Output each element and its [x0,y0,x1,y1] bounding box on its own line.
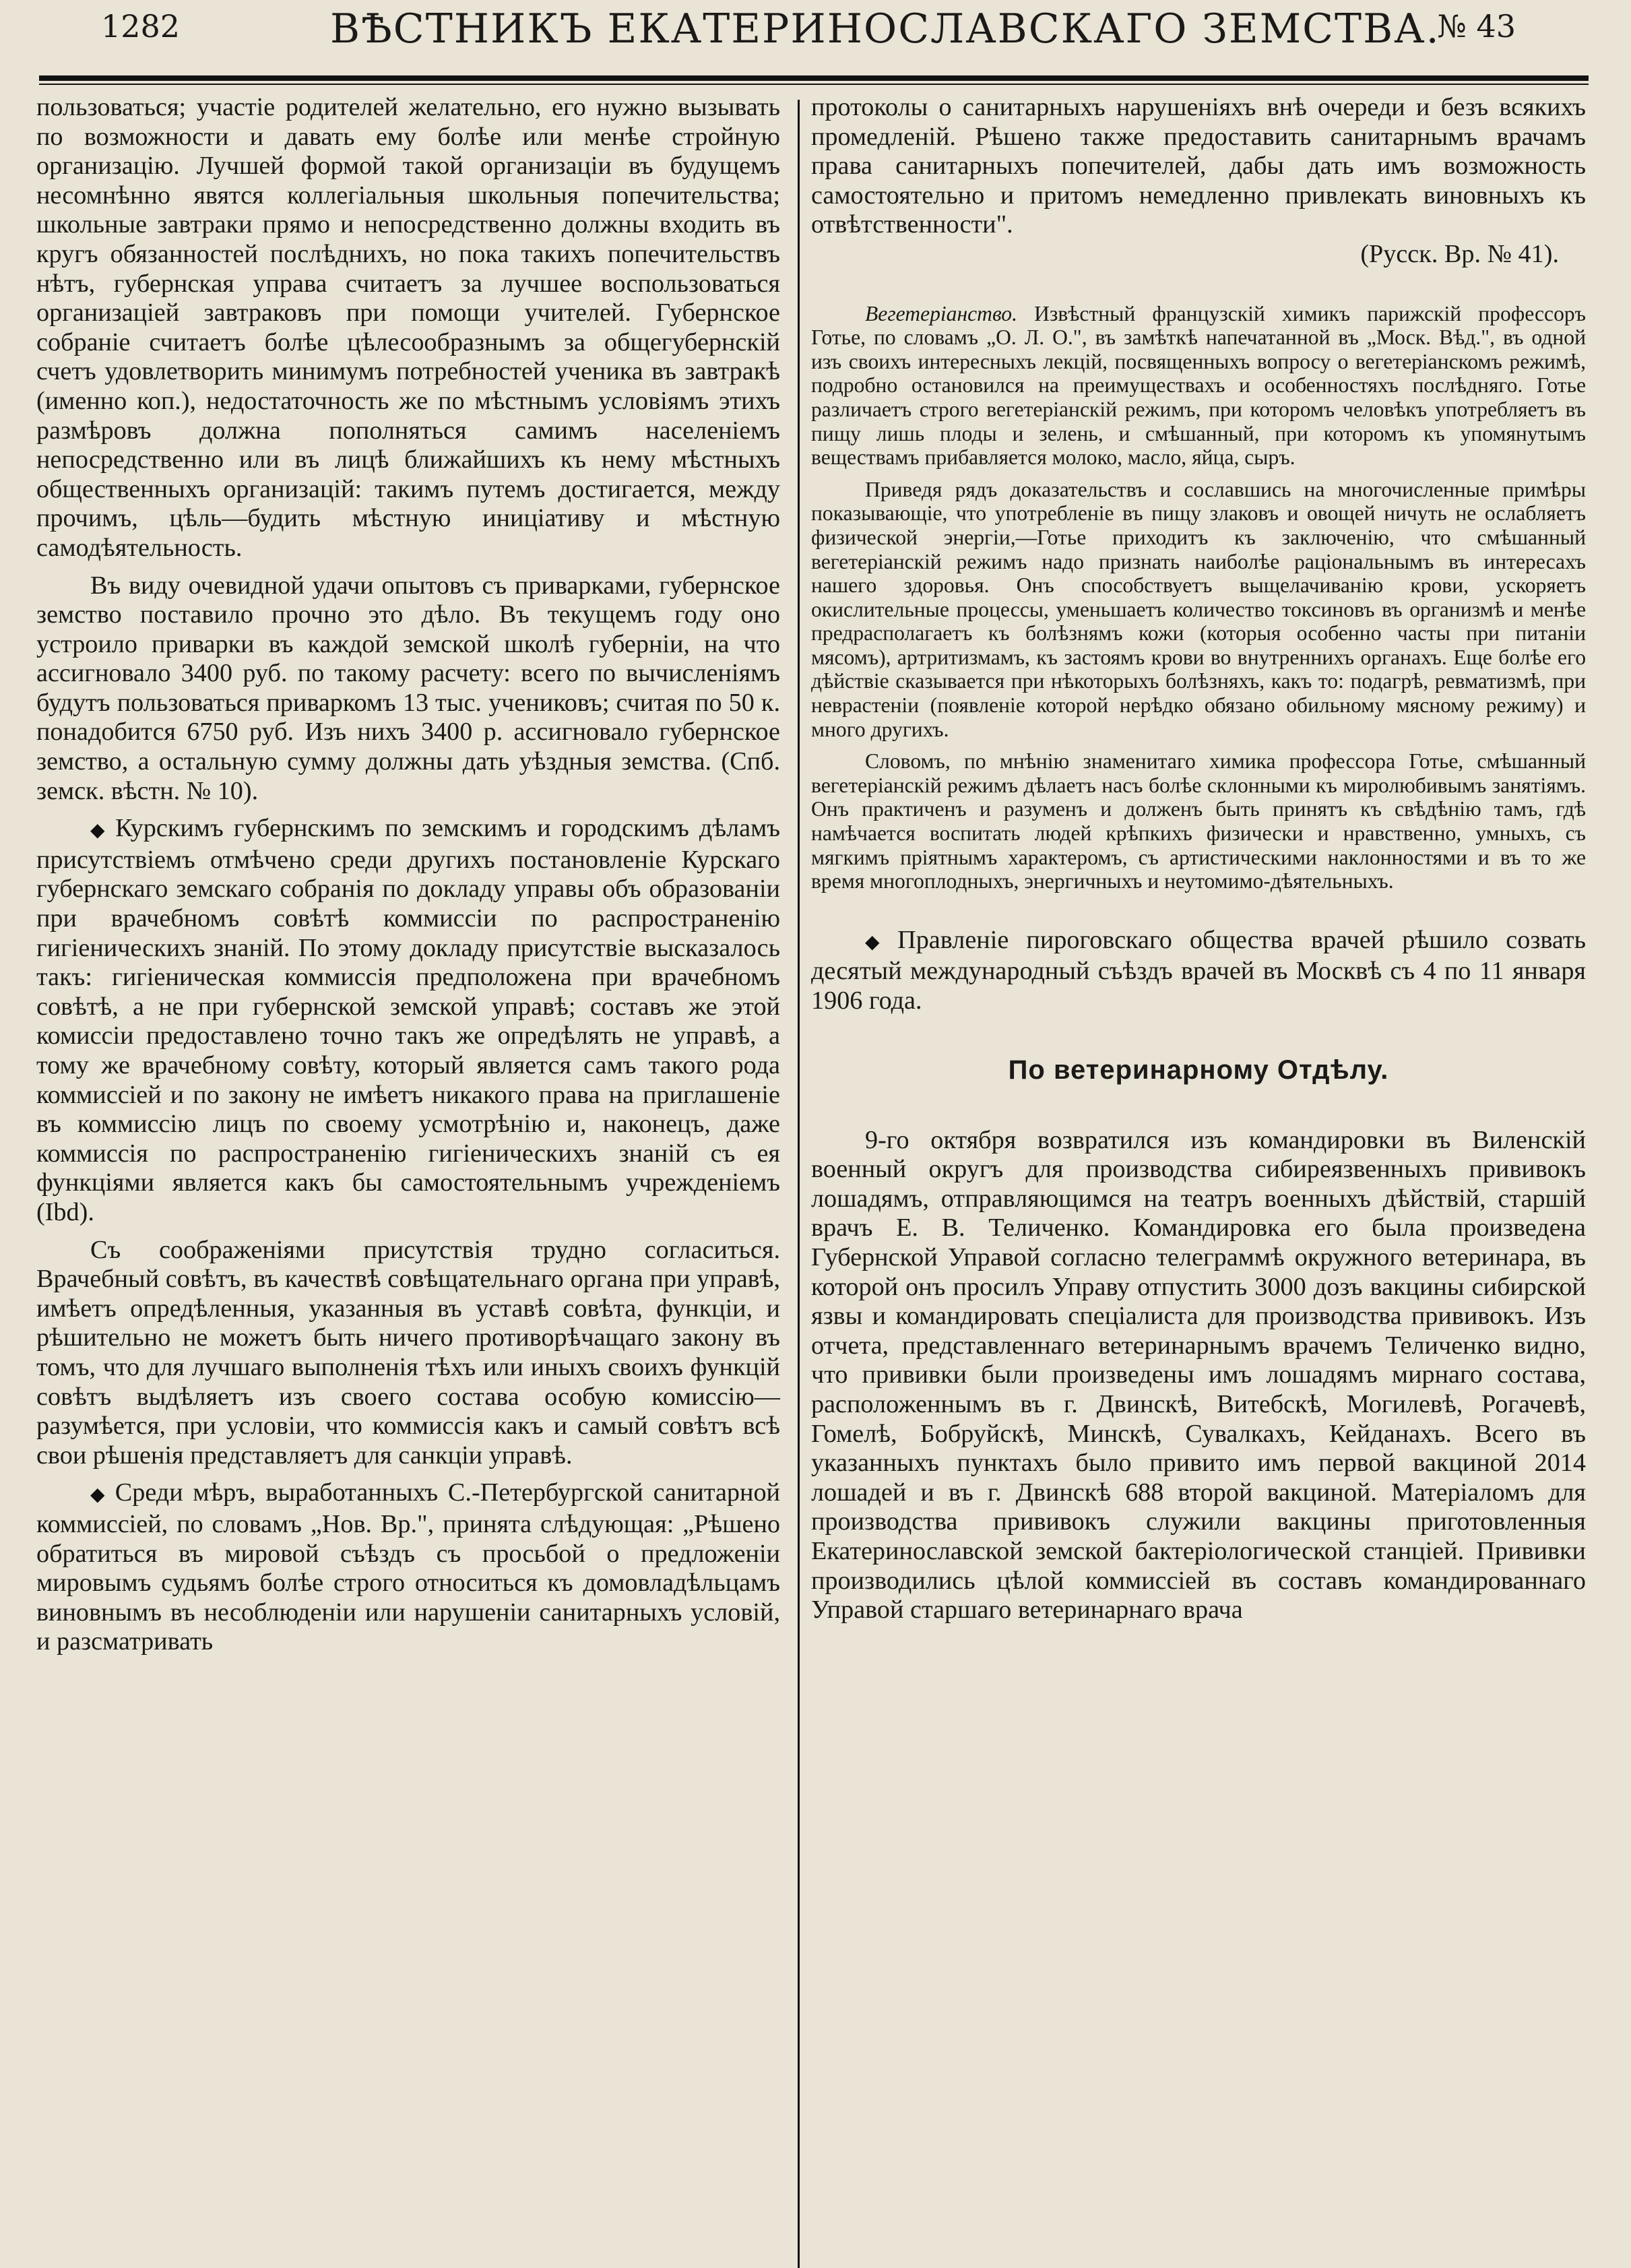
vegetarianism-paragraph: Приведя рядъ доказательствъ и сославшись на многочисленные примѣры показывающіе, что употребленіе въ пищу злаковъ и овощей ничуть не ослабляетъ физической энергіи,—Готье приходитъ къ заключенію, что смѣшанный вегетеріанскій режимъ надо признать наиболѣе раціональнымъ въ интересахъ нашего здоровья. Онъ способствуетъ выщелачиванію крови, ускоряетъ окислительные процессы, уменьшаетъ количество токсиновъ въ организмѣ и менѣе предрасполагаетъ къ болѣзнямъ кожи (которыя особенно часты при питаніи мясомъ), артритизмамъ, къ застоямъ крови во внутреннихъ органахъ. Еще болѣе его дѣйствіе сказывается при нѣкоторыхъ болѣзняхъ, какъ то: подагрѣ, ревматизмѣ, при неврастеніи (появленіе которой нерѣдко обязано обильному мясному режиму) и много другихъ. [811,477,1586,741]
veterinary-paragraph: 9-го октября возвратился изъ командировки въ Виленскій военный округъ для производства сибиреязвенныхъ прививокъ лошадямъ, отправляющимся на театръ военныхъ дѣйствій, старшій врачъ Е. В. Теличенко. Командировка его была произведена Губернской Управой согласно телеграммѣ окружного ветеринара, въ которой онъ просилъ Управу отпустить 3000 дозъ вакцины сибирской язвы и командировать спеціалиста для производства прививокъ. Изъ отчета, представленнаго ветеринарнымъ врачемъ Теличенко видно, что прививки были произведены имъ лошадямъ мирнаго состава, расположеннымъ въ г. Двинскѣ, Витебскѣ, Могилевѣ, Рогачевѣ, Гомелѣ, Бобруйскѣ, Минскѣ, Сувалкахъ, Кейданахъ. Всего въ указанныхъ пунктахъ было привито имъ первой вакциной 2014 лошадей и въ г. Двинскѣ 688 второй вакциной. Матеріаломъ для производства прививокъ служили вакцины приготовленныя Екатеринославской земской бактеріологической станціей. Прививки производились цѣлой коммиссіей въ составъ командированнаго Управой старшаго ветеринарнаго врача [811,1125,1586,1625]
vegetarianism-paragraph: Словомъ, по мнѣнію знаменитаго химика профессора Готье, смѣшанный вегетеріанскій режимъ дѣлаетъ насъ болѣе склонными къ миролюбивымъ занятіямъ. Онъ практиченъ и разуменъ и долженъ быть принятъ къ свѣдѣнію тамъ, гдѣ намѣчается воспитать людей крѣпкихъ физически и нравственно, умныхъ, съ мягкимъ пріятнымъ характеромъ, съ артистическими наклонностями и въ то же время многоплодныхъ, энергичныхъ и неутомимо-дѣятельныхъ. [811,749,1586,893]
news-text: Правленіе пироговскаго общества врачей рѣшило созвать десятый международный съѣздъ врачей въ Москвѣ съ 4 по 11 января 1906 года. [811,925,1586,1015]
ornament-icon: ◆ [90,1484,108,1506]
news-item-pirogov [811,926,1586,1016]
article-paragraph: протоколы о санитарныхъ нарушеніяхъ внѣ очереди и безъ всякихъ промедленій. Рѣшено также предоставить санитарнымъ врачамъ права санитарныхъ попечителей, дабы дать имъ возможность самостоятельно и притомъ немедленно привлекать виновныхъ къ отвѣтственности". [811,93,1586,239]
ornament-icon: ◆ [90,820,109,842]
page-header [88,4,1516,61]
vegetarianism-paragraph [811,302,1586,470]
header-rule [39,75,1589,81]
article-paragraph: Съ соображеніями присутствія трудно согласиться. Врачебный совѣтъ, въ качествѣ совѣщательнаго органа при управѣ, имѣетъ опредѣленныя, указанныя въ уставѣ совѣта, функціи, и рѣшительно не можетъ быть ничего противорѣчащаго закону въ томъ, что для лучшаго выполненія тѣхъ или иныхъ своихъ функцій совѣтъ выдѣляетъ изъ своего состава особую комиссію—разумѣется, при условіи, что коммиссія какъ и самый совѣтъ всѣ свои рѣшенія представляетъ для санкціи управѣ. [36,1235,780,1470]
news-item-spb [36,1478,780,1657]
header-rule-thin [39,84,1589,85]
news-text: Среди мѣръ, выработанныхъ С.-Петербургской санитарной коммиссіей, по словамъ „Нов. Вр.", принята слѣдующая: „Рѣшено обратиться въ мировой съѣздъ съ просьбой о предложеніи мировымъ судьямъ болѣе строго относиться къ домовладѣльцамъ виновнымъ въ несоблюденіи или нарушеніи санитарныхъ условій, и разсматривать [36,1478,780,1656]
source-citation: (Русск. Вр. № 41). [1360,239,1559,268]
article-paragraph: пользоваться; участіе родителей желательно, его нужно вызывать по возможности и давать ему болѣе или менѣе стройную организацію. Лучшей формой такой организаціи въ будущемъ несомнѣнно явятся коллегіальныя школьныя попечительства; школьные завтраки прямо и непосредственно должны входить въ кругъ обязанностей послѣднихъ, но пока такихъ попечительствъ нѣтъ, губернская управа считаетъ за лучшее воспользоваться организаціей завтраковъ при помощи учителей. Губернское собраніе считаетъ болѣе цѣлесообразнымъ за общегубернскій счетъ удовлетворить минимумъ потребностей ученика въ завтракѣ (именно коп.), недостаточность же по мѣстнымъ условіямъ этихъ размѣровъ должна пополняться самимъ населеніемъ непосредственно или въ лицѣ ближайшихъ къ нему мѣстныхъ общественныхъ организацій: такимъ путемъ достигается, между прочимъ, цѣль—будить мѣстную иниціативу и мѣстную самодѣятельность. [36,93,780,562]
journal-title: ВѢСТНИКЪ ЕКАТЕРИНОСЛАВСКАГО ЗЕМСТВА. [330,5,1440,53]
article-paragraph: Въ виду очевидной удачи опытовъ съ приварками, губернское земство поставило прочно это дѣло. Въ текущемъ году оно устроило приварки въ каждой земской школѣ губерніи, на что ассигновало 3400 руб. по такому расчету: всего по вычисленіямъ будутъ пользоваться приваркомъ 13 тыс. учениковъ; считая по 50 к. понадобится 6750 руб. Изъ нихъ 3400 р. ассигновало губернское земство, а остальную сумму должны дать уѣздныя земства. (Спб. земск. вѣстн. № 10). [36,571,780,805]
column-divider [798,100,800,2268]
section-title: По ветеринарному Отдѣлу. [1008,1054,1389,1085]
right-column [811,93,1586,1625]
news-text: Курскимъ губернскимъ по земскимъ и городскимъ дѣламъ присутствіемъ отмѣчено среди другихъ постановленіе Курскаго губернскаго земскаго собранія по докладу управы объ образованіи при врачебномъ совѣтѣ коммиссіи по распространенію гигіеническихъ знаній. По этому докладу присутствіе высказалось такъ: гигіеническая коммиссія предположена при врачебномъ совѣтѣ, а не при губернской земской управѣ; составъ же этой комиссіи предоставлено точно такъ же опредѣлять не управѣ, а тому же врачебному совѣту, который является самъ такого рода коммиссіей и по закону не имѣетъ никакого права на приглашеніе въ коммиссію лицъ по своему усмотрѣнію и, наконецъ, даже коммиссія по распространенію гигіеническихъ знаній съ ея функціями является какъ бы самостоятельнымъ учрежденіемъ (Ibd). [36,814,780,1226]
issue-number: № 43 [1437,8,1516,44]
page-number: 1282 [101,8,181,44]
vegetarianism-text: Извѣстный французскій химикъ парижскій профессоръ Готье, по словамъ „О. Л. О.", въ замѣткѣ напечатанной въ „Моск. Вѣд.", въ одной изъ своихъ интересныхъ лекцій, посвященныхъ вопросу о вегетеріанскомъ режимѣ, подробно остановился на преимуществахъ и особенностяхъ послѣдняго. Готье различаетъ строго вегетеріанскій режимъ, при которомъ человѣкъ употребляетъ въ пищу лишь плоды и зелень, и смѣшанный, при которомъ къ упомянутымъ веществамъ прибавляется молоко, масло, яйца, сыръ. [811,301,1586,470]
left-column [36,93,780,1657]
vegetarianism-heading: Вегетеріанство. [865,301,1017,325]
ornament-icon: ◆ [865,931,891,953]
news-item-kursk [36,814,780,1227]
